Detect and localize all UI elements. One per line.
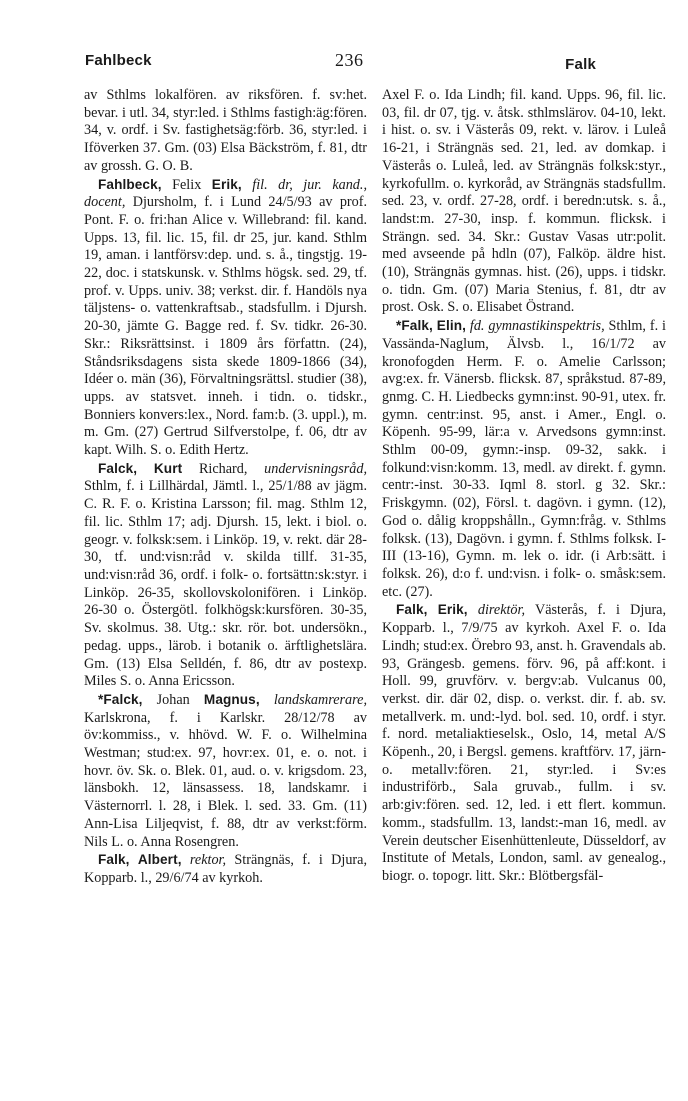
entry-falk-albert: Falk, Albert, rektor, Strängnäs, f. i Djura, Kopparb. l., 29/6/74 av kyrkoh. [84, 852, 367, 886]
entry-falck-kurt: Falck, Kurt Richard, undervisningsråd, Sthlm, f. i Lillhärdal, Jämtl. l., 25/1/88 av jägm. C. R. F. o. Kristina Larsson; fil. mag. Sthlm 12, fil. lic. Sthlm 17; adj. Djursh. 15, lekt. i biol. o. geogr. v. folksk:sem. i Linköp. 19, v. rekt. där 28-30, tf. und:visn:råd v. skilda tillf. 31-35, und:visn:råd 36, ordf. i folk- o. fortsättn:sk:styr. i Linköp. 26-35, skollovskolonifören. i Linköp. 26-30 o. Östergötl. folkhögsk:kursfören. 30-35, Sv. skolmus. 38. Utg.: skr. rör. bot. undersökn., pedag. upps., lärob. i botanik o. ärftlighetslära. Gm. (13) Elsa Selldén, f. 86, dtr av postexp. Miles S. o. Anna Ericsson. [84, 460, 367, 690]
header-right-name: Falk [565, 56, 596, 73]
header-left-name: Fahlbeck [85, 52, 152, 69]
page-number: 236 [335, 50, 364, 70]
entry-falck-magnus: *Falck, Johan Magnus, landskamrerare, Karlskrona, f. i Karlskr. 28/12/78 av öv:kommiss., v. hhövd. W. F. o. Wilhelmina Westman; stud:ex. 97, hovr:ex. 01, e. o. not. i hovr. öv. Sk. o. Blek. 01, aud. o. v. krigsdom. 23, länsbokh. 12, länsassess. 18, landskamr. i Västernorrl. l. 28, i Blek. l. sed. 33. Gm. (11) Ann-Lisa Liljeqvist, f. 88, dtr av verkst:förm. Nils L. o. Anna Rosengren. [84, 691, 367, 850]
entry-continuation-albert: Axel F. o. Ida Lindh; fil. kand. Upps. 96, fil. lic. 03, fil. dr 07, tjg. v. åtsk. sthlmslärov. 04-10, lekt. i hist. o. sv. i Västerås 09, rekt. v. lärov. i Luleå 16-21, i Strängnäs sed. 21, led. av domkap. i Västerås o. Luleå, led. av Strängnäs folksk:styr., kyrkofullm. o. kyrkoråd, av Strängnäs stadsfullm. sed. 23, v. ordf. 27-28, ordf. i beredn:utsk. s. å., landst:m. 27-30, insp. f. kommun. flicksk. i Strängn. sed. 34. Skr.: Gustav Vasas utr:polit. med avseende på hdln (07), Falköp. äldre hist. (10), Strängnäs gymnas. hist. (26), upps. i tidskr. o. tidn. Gm. (07) Maria Stenius, f. 81, dtr av prost. Osk. S. o. Elisabet Östrand. [382, 87, 666, 316]
left-column [84, 87, 367, 888]
entry-falk-elin: *Falk, Elin, fd. gymnastikinspektris, Sthlm, f. i Vassända-Naglum, Älvsb. l., 16/1/72 av kronofogden Herm. F. o. Amelie Carlsson; avg:ex. fr. Vänersb. flicksk. 87, språkstud. 87-89, gnmg. C. H. Liedbecks gymn:inst. 90-91, utex. fr. gymn. centr:inst. 95, anst. i Amer., Engl. o. Köpenh. 95-99, lär:a v. Arvedsons gymn:inst. Sthlm 00-09, gymn:-insp. 09-32, sakk. i folkund:visn:komm. 13, medl. av direkt. f. gymn. centr:-inst. 30-33. Iqml 8. storl. g 32. Skr.: Friskgymn. (02), Försl. t. dagövn. i gymn. (12), God o. dålig kroppshålln., Gymn:fråg. v. Sthlms folksk. (13), Dagövn. i gymn. f. Sthlms folksk. I-III (13-16), Gymn. m. lek o. idr. (i Arb:sätt. i folksk. 26), d:o f. und:visn. i folk- o. småsk:sem. etc. (27). [382, 318, 666, 600]
page-header [85, 50, 596, 74]
entry-falk-erik: Falk, Erik, direktör, Västerås, f. i Djura, Kopparb. l., 7/9/75 av kyrkoh. Axel F. o. Ida Lindh; stud:ex. Örebro 93, anst. h. Gravendals ab. 93, Grängesb. gemens. förv. 96, på aff:kont. i Holl. 99, gruvförv. v. bergv:ab. Vulcanus 00, verkst. dir. där 02, disp. o. verkst. dir. f. ab. sv. metallverk. m. und:-lyd. bol. sed. 10, ordf. i styr. f. nord. metaliaktieselsk., Oslo, 14, metal A/S Köpenh., 20, i Bergsl. gemens. kraftförv. 17, järn- o. metallv:fören. 21, styr:led. i Sv:es industriförb., Sala gruvab., fullm. i sv. arb:giv:fören. sed. 12, led. i ett flert. kommun. komm., stadsfullm. 13, landst:-man 16, medl. av Verein deutscher Eisenhüttenleute, Düsseldorf, av Institute of Metals, London, saml. av genealog., biogr. o. topogr. litt. Skr.: Blötbergsfäl- [382, 602, 667, 884]
right-column [382, 87, 666, 886]
entry-fahlbeck-erik: Fahlbeck, Felix Erik, fil. dr, jur. kand., docent, Djursholm, f. i Lund 24/5/93 av prof. Pont. F. o. fri:han Alice v. Willebrand: fil. kand. Upps. 13, fil. lic. 15, fil. dr 25, jur. kand. Sthlm 19, aman. i lantförsv:dep. und. s. å., tingstjg. 19-22, doc. i statskunsk. v. Sthlms högsk. sed. 29, tf. prof. v. Upps. univ. 38; verkst. dir. f. Handöls nya täljstens- o. vattenkraftsab., stadsfullm. i Djursh. 20-30, jämte G. Bagge red. f. Sv. tidkr. 26-30. Skr.: Riksrättsinst. i 1809 års författn. (24), Ståndsriksdagens sista skede 1809-1866 (34), Idéer o. män (36), Förvaltningsrättsl. studier (38), upps. av statsvet. inneh. i tidn. o. tidskr., Bonniers konvers:lex., Nord. fam:b. (3. uppl.), m. m. Gm. (27) Gertrud Silfverstolpe, f. 06, dtr av kapt. Wilh. S. o. Edith Hertz. [84, 176, 367, 459]
entry-continuation: av Sthlms lokalfören. av riksfören. f. sv:het. bevar. i utl. 34, styr:led. i Sthlms fastigh:äg:fören. 34, v. ordf. i Sv. fastighetsäg:förb. 36, styr:led. i Iföverken 37. Gm. (03) Elsa Bäckström, f. 81, dtr av grossh. G. O. B. [84, 87, 367, 174]
